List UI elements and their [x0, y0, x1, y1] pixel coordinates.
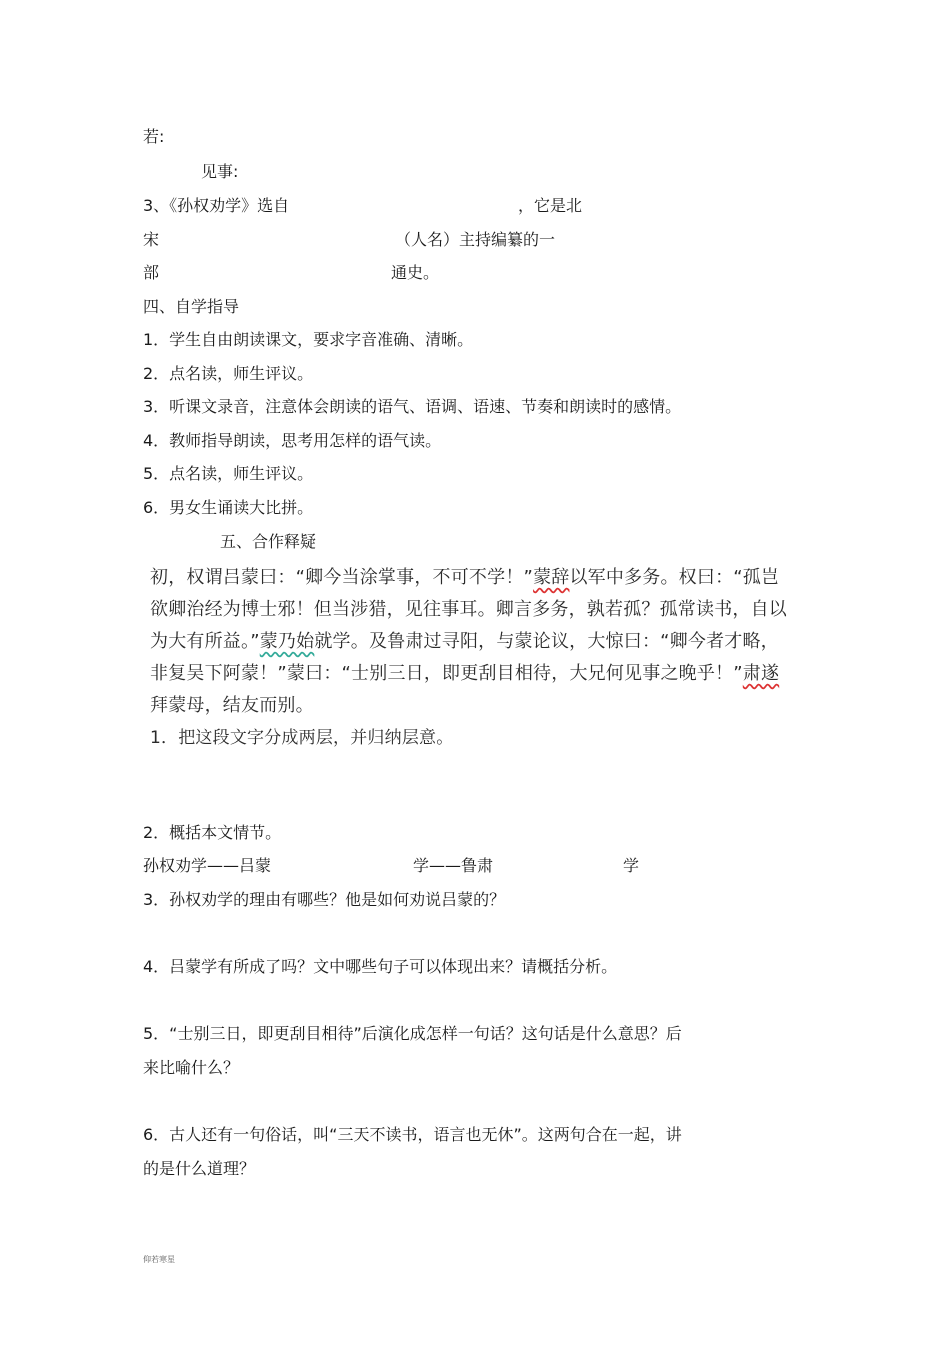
text-line: 的是什么道理？ [143, 1159, 256, 1178]
section-heading: 四、自学指导 [143, 297, 240, 316]
text-line: （人名）主持编纂的一 [395, 230, 556, 249]
page-footer: 仰若寒星 [143, 1255, 175, 1264]
passage-line: 非复吴下阿蒙！”蒙曰：“士别三日，即更刮目相待，大兄何见事之晚乎！”肃遂 [150, 663, 780, 684]
question-item: 2．概括本文情节。 [143, 823, 282, 842]
passage-line: 拜蒙母，结友而别。 [150, 695, 314, 716]
text-line: 见事: [201, 162, 239, 181]
passage-image [140, 560, 790, 760]
question-item: 6．古人还有一句俗话，叫“三天不读书，语言也无休”。这两句合在一起，讲 [143, 1125, 682, 1144]
list-item: 3．听课文录音，注意体会朗读的语气、语调、语速、节奏和朗读时的感情。 [143, 397, 682, 416]
passage-line: 为大有所益。”蒙乃始就学。及鲁肃过寻阳，与蒙论议，大惊曰：“卿今者才略， [150, 631, 779, 652]
text-line: 若: [143, 127, 165, 146]
question-item: 4．吕蒙学有所成了吗？文中哪些句子可以体现出来？请概括分析。 [143, 957, 618, 976]
passage-line: 初，权谓吕蒙曰：“卿今当涂掌事，不可不学！”蒙辞以军中多务。权曰：“孤岂 [150, 567, 780, 588]
text-line: 通史。 [391, 263, 440, 282]
text-line: 孙权劝学——吕蒙 [143, 856, 272, 875]
text-line: 学 [623, 856, 640, 875]
question-item: 1．把这段文字分成两层，并归纳层意。 [150, 728, 454, 748]
question-item: 5．“士别三日，即更刮目相待”后演化成怎样一句话？这句话是什么意思？后 [143, 1024, 682, 1043]
text-line: 宋 [143, 230, 160, 249]
question-item: 3．孙权劝学的理由有哪些？他是如何劝说吕蒙的？ [143, 890, 506, 909]
list-item: 6．男女生诵读大比拼。 [143, 498, 314, 517]
section-heading: 五、合作释疑 [220, 532, 317, 551]
passage-line: 欲卿治经为博士邪！但当涉猎，见往事耳。卿言多务，孰若孤？孤常读书，自以 [150, 599, 787, 620]
text-line: ，它是北 [518, 196, 583, 215]
text-line: 来比喻什么？ [143, 1058, 240, 1077]
fill-blank-source: 3、《孙权劝学》选自 [143, 196, 290, 215]
list-item: 2．点名读，师生评议。 [143, 364, 314, 383]
text-line: 部 [143, 263, 160, 282]
list-item: 1．学生自由朗读课文，要求字音准确、清晰。 [143, 330, 474, 349]
list-item: 4．教师指导朗读，思考用怎样的语气读。 [143, 431, 442, 450]
text-line: 学——鲁肃 [413, 856, 494, 875]
list-item: 5．点名读，师生评议。 [143, 464, 314, 483]
